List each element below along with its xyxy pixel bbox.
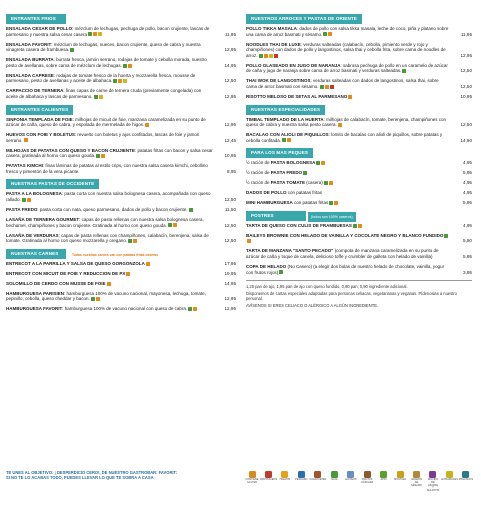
allergen-icon (96, 297, 100, 301)
item-description: : lomito de bacalao con alioli de piquillos, sobre patatas y cebolla confitada. (246, 132, 443, 143)
allergen-icon (88, 32, 92, 36)
allergen-label: CONTIENE GLUTEN (245, 478, 259, 484)
allergen-icon (123, 64, 127, 68)
allergen-icon (259, 54, 263, 58)
item-price: 14,95 (224, 280, 236, 286)
item-description: : finas capas de carne de ternera cruda (previamente congelada) con aceite de albahaca y lascas de parmesano. (6, 88, 202, 99)
item-name: HAMBURGUESA FAVORIT (6, 306, 63, 312)
allergen-icon (330, 85, 334, 89)
allergen-icon (91, 297, 95, 301)
footer-line-1: TE UNES AL OBJETIVO: ¡ DESPERDICIO CERO!, DE NUESTRO GASTROBAR: FAVORIT: (6, 470, 177, 475)
item-name: ENSALADA CAPRESE (6, 72, 54, 78)
item-name: PASTA BOLOGNESA (270, 160, 316, 166)
item-price: 12,95 (224, 296, 236, 302)
item-prefix: ½ ración de (246, 170, 271, 176)
item-name: ENTRECOT A LA PARRILLA Y SALSA DE QUESO GORGONZOLA (6, 260, 145, 266)
section-header (246, 105, 472, 117)
item-name: TARTA DE QUESO CON CULIS DE FRAMBUESAS (246, 222, 352, 228)
item-description: : finas láminas de patatas al estilo crips, con nuestra salsa casera kimchi, cebollino fresco y pimentón de la vera picante. (6, 163, 208, 174)
allergen-icon (329, 201, 333, 205)
item-price: 12,95 (224, 93, 236, 99)
allergen-icon (188, 307, 192, 311)
item-description: : hamburguesa 100% de vacuno nacional, mayonesa, lechuga, tomate, pepinillo, cebolla, queso cheddar y bacon. (6, 290, 206, 302)
allergen-legend-item (460, 471, 472, 493)
item-price: 4,95 (463, 190, 472, 196)
menu-item (246, 170, 472, 176)
allergen-icon (99, 95, 103, 99)
allergen-label: MOSTAZA (394, 478, 407, 481)
item-description: : burrata fresca, jamón serrano, rodajas de tomate y cebolla morada, nuestro pesto de avellanas, sobre cama de mézclum de lechugas. (6, 57, 207, 68)
item-description: : verduras salteadas con dados de langostinos, salsa thai, sobre cama de arroz basmati con sésamo. (246, 78, 439, 89)
allergen-icon (331, 471, 338, 478)
menu-item (6, 281, 236, 287)
item-price: 5,95 (463, 200, 472, 206)
allergen-legend-item (411, 471, 423, 493)
item-name: HUEVOS CON FOIE Y BOLETUS (6, 132, 75, 138)
item-description: : mézclum de lechugas, nueces, bacon crujiente, queso de cabra y nuestra vinagreta casera de frambuesa. (6, 41, 201, 53)
item-description: : hamburguesa 100% de vacuno nacional con queso de cabra. (62, 306, 188, 312)
note-text: Disponemos de cartas especiales adaptadas para personas celiacas, vegetarianas y veganas. Pídenoslas a nuestro personal. (246, 290, 457, 301)
menu-item (6, 132, 236, 143)
menu-item (6, 217, 236, 228)
item-name: PATATAS KIMCHI (6, 163, 43, 169)
item-price: 12,50 (224, 238, 236, 244)
note-text: 1,25 pan de ajo, 1,95 pan de ajo con queso fundido, 0,90 pan; 0,90 ingrediente adicional. (246, 283, 408, 289)
item-name: POLLO GLASEADO EN JUGO DE NARANJA (246, 62, 341, 68)
item-price: 12,45 (224, 137, 236, 143)
allergen-legend-item (279, 471, 291, 493)
section-header (246, 148, 472, 160)
allergen-label: SOJA (331, 478, 338, 481)
item-price: 11,95 (224, 31, 236, 37)
allergen-label: CACAHUETES (309, 478, 327, 481)
item-price: 12,95 (460, 52, 472, 58)
allergen-icon (314, 471, 321, 478)
item-name: TIMBAL TEMPLADO DE LA HUERTA (246, 116, 324, 122)
allergen-icon (98, 32, 102, 36)
menu-item (246, 233, 472, 244)
allergen-icon (96, 154, 100, 158)
item-description: (No Casero) (a elegir dos bolas de nuestro helado de chocolate, vainilla, yogur con frutos rojos) (246, 263, 445, 275)
allergen-icon (347, 471, 354, 478)
menu-item (6, 42, 236, 53)
item-name: PASTA FREDO (270, 170, 303, 176)
item-description: con patatas fritas (292, 200, 329, 206)
section-title: ENTRANTES FRIOS (6, 14, 66, 24)
menu-item (246, 132, 472, 143)
allergen-label: MOLUSCOS (458, 478, 474, 481)
menu-item (246, 26, 472, 37)
item-name: PASTA A LA BOLOGNESA (6, 191, 62, 197)
item-price: 17,95 (224, 260, 236, 266)
item-description: : verduras salteadas (calabacín, cebolla, pimiento verde y rojo y champiñones) con dados de pollo y langostinos, salsa thai y cebolla frita, sobre cama de noodles de arroz. (246, 41, 446, 58)
item-description: : rodajas de tomate fresco de la huerta y mozzarella fresca, mousse de parmesano, pesto de avellanas y aceite de albahaca. (6, 72, 196, 84)
item-name: HAMBURGUESA PARISIEN (6, 290, 65, 296)
menu-item (6, 306, 236, 312)
item-name: LASAÑA DE VERDURAS (6, 232, 59, 238)
menu-item (246, 160, 472, 166)
item-price: 12,95 (224, 122, 236, 128)
menu-item (6, 207, 236, 213)
menu-item (246, 190, 472, 196)
allergen-icon (133, 239, 137, 243)
allergen-legend-item (259, 471, 278, 493)
allergen-icon (325, 85, 329, 89)
allergen-icon (22, 198, 26, 202)
item-description: : mézclum de lechugas, pechuga de pollo, bacon crujiente, lascas de parmesano y nuestra salsa cesar casera (6, 26, 210, 37)
allergen-icon (24, 138, 28, 142)
item-description: : sabrosa pechuga de pollo en un caramelo de azúcar de caña y jugo de naranja sobre cama de arroz basmati y verduras salteadas. (246, 62, 448, 74)
item-name: COPA DE HELADO (246, 263, 287, 269)
allergen-legend-item (309, 471, 327, 493)
allergen-icon (145, 123, 149, 127)
item-price: 12,50 (224, 197, 236, 203)
allergen-icon (334, 201, 338, 205)
item-price: 12,50 (224, 222, 236, 228)
item-price: 19,95 (224, 270, 236, 276)
section-title: NUESTRAS ESPECIALIDADES (246, 105, 325, 115)
item-name: MINI HAMBURGUESA (246, 200, 293, 206)
item-name: BAILEYS BROWNIE CON HELADO DE VAINILLA Y COCOLATE NEGRO Y BLANCO FUNDIDO (246, 232, 444, 238)
section-title: NUESTRAS CARNES (6, 249, 66, 259)
item-price: 12,50 (224, 78, 236, 84)
item-description: : pasta corta con nata, queso parmesano, dados de pollo y bacon crujiente. (37, 207, 188, 212)
allergen-icon (118, 79, 122, 83)
item-price: 11,95 (460, 31, 472, 37)
allergen-icon (279, 270, 283, 274)
menu-item (246, 223, 472, 229)
allergen-legend-item (295, 471, 307, 493)
item-price: 8,95 (227, 168, 236, 174)
menu-item (6, 73, 236, 84)
item-name: SINFONIA TEMPLADA DE FOIE (6, 116, 73, 122)
item-name: BACALAO CON ALIOLI DE PIQUILLOS (246, 132, 329, 138)
allergen-icon (249, 471, 256, 478)
allergen-icon (444, 234, 448, 238)
allergen-icon (287, 138, 291, 142)
allergen-icon (146, 262, 150, 266)
item-name: ENSALADA CESAR DE POLLO (6, 26, 73, 31)
item-description: (casera) (305, 180, 323, 186)
allergen-icon (27, 198, 31, 202)
item-price: 5,95 (463, 170, 472, 176)
section-header (6, 14, 236, 26)
allergen-icon (168, 223, 172, 227)
allergen-icon (429, 471, 436, 478)
menu-section (6, 14, 236, 100)
item-name: RISOTTO MELOSO DE SETAS AL PARMESANO (246, 93, 348, 99)
allergen-icon (94, 95, 98, 99)
allergen-icon (123, 79, 127, 83)
item-price: 12,50 (460, 68, 472, 74)
allergen-legend-item (378, 471, 390, 493)
menu-item (246, 94, 472, 100)
allergen-icon (364, 471, 371, 478)
section-title: POSTRES (246, 211, 306, 221)
item-description: : patatas fritas con bacon y salsa cesar casera, gratinada al horno con queso gouda. (6, 147, 213, 159)
section-title: NUESTRAS PASTAS DE OCCIDENTE (6, 179, 99, 189)
allergen-legend-item (345, 471, 357, 493)
allergen-icon (101, 154, 105, 158)
section-title: ENTRANTES CALIENTES (6, 105, 73, 115)
menu-item (246, 78, 472, 89)
item-price: 14,95 (224, 62, 236, 68)
item-price: 12,50 (460, 122, 472, 128)
allergen-icon (126, 272, 130, 276)
item-name: THAI WOK DE LANGOSTINOS (246, 78, 311, 84)
menu-item (246, 264, 472, 275)
allergen-icon (281, 471, 288, 478)
menu-item (246, 200, 472, 206)
allergen-icon (328, 32, 332, 36)
item-description: : pasta corta con nuestra salsa bolognesa casera, acompañada con queso rallado. (6, 191, 211, 203)
item-name: NOODLES THAI DE LUXE (246, 41, 301, 47)
item-prefix: ½ ración de (246, 160, 271, 166)
item-description: (compota de manzana caramelizada en su punto de azúcar de caña y toque de canela, delicioso toffe y crumbler de galleta con helado de vainilla) (246, 248, 439, 259)
item-description: : milhojas de calabacín, tomate, berenjena, champiñones con queso de cabra y nuestra salsa pesto casera. (246, 116, 446, 128)
allergen-legend-item (394, 471, 406, 493)
item-price: 11,50 (224, 207, 236, 212)
allergen-icon (402, 69, 406, 73)
item-price: 4,95 (463, 160, 472, 166)
allergen-legend-item (427, 471, 439, 493)
allergen-label: ALTRAMUCES (440, 478, 458, 481)
allergen-icon (193, 307, 197, 311)
allergen-icon (320, 85, 324, 89)
section-title: PARA LOS MAS PEQUES (246, 148, 313, 158)
item-price: 5,50 (463, 238, 472, 244)
menu-section (6, 179, 236, 243)
allergen-label: FRUTOS CÁSCARA (361, 478, 374, 484)
item-price: 14,90 (460, 137, 472, 143)
menu-item (6, 117, 236, 128)
notes-block (246, 280, 472, 309)
menu-item (6, 26, 236, 37)
menu-item (6, 163, 236, 174)
item-description: : capas de pasta rellenas con nuestra salsa bolognesa casera, bechamel, champiñones y bacon crujiente. Gratinada al horno con queso gouda. (6, 216, 204, 228)
allergen-icon (107, 282, 111, 286)
allergen-label: PESCADO (295, 478, 308, 481)
menu-item (6, 148, 236, 159)
allergen-legend-item (328, 471, 340, 493)
allergen-label: DIÓXIDO DE AZUFRE Y SULFITOS (426, 478, 440, 493)
item-name: SOLOMILLO DE CERDO CON MUSSE DE FOIE (6, 280, 106, 286)
menu-section (246, 211, 472, 275)
item-name: ENSALADA BURRATA (6, 57, 54, 63)
allergen-label: LÁCTEOS (344, 478, 357, 481)
allergen-icon (321, 161, 325, 165)
allergen-legend-item (440, 471, 458, 493)
item-name: LASAÑA DE TERNERA GOURMET (6, 216, 80, 222)
menu-item (6, 191, 236, 202)
allergen-icon (329, 181, 333, 185)
allergen-icon (70, 48, 74, 52)
allergen-icon (128, 239, 132, 243)
item-name: MILHOJAS DE PATATAS CON QUESO Y BACON CRUJIENTE (6, 147, 135, 153)
note-text: AVÍSENOS SI ERES CELIACO O ALÉRGICO A ALGÚN INGREDIENTE. (246, 303, 379, 309)
item-description: : capas de pasta rellenas con champiñones, calabacín, berenjena, salsa de tomate. Gratinada al horno con queso mozzarella y oregano. (6, 232, 209, 244)
allergen-icon (93, 32, 97, 36)
allergen-icon (298, 471, 305, 478)
allergen-icon (348, 95, 352, 99)
item-price: 4,95 (463, 222, 472, 228)
item-name: ENSALADA FAVORIT (6, 41, 52, 47)
section-note: Todas nuestras carnes van con patatas fritas caseras (72, 252, 159, 257)
allergen-icon (358, 224, 362, 228)
item-price: 3,95 (463, 269, 472, 275)
item-name: PASTA TOMATE (270, 180, 306, 186)
allergen-icon (113, 79, 117, 83)
allergen-icon (353, 224, 357, 228)
item-price: 12,95 (224, 47, 236, 53)
menu-item (6, 261, 236, 267)
item-price: 12,95 (224, 306, 236, 312)
allergen-icon (324, 181, 328, 185)
menu-item (246, 117, 472, 128)
item-price: 10,95 (224, 153, 236, 159)
allergen-legend (246, 471, 472, 493)
section-header (246, 211, 472, 223)
item-name: TARTA DE MANZANA "SANTO PECADO" (246, 248, 334, 254)
item-price: 5,95 (463, 253, 472, 259)
right-column (246, 14, 472, 310)
allergen-icon (247, 239, 251, 243)
allergen-icon (265, 471, 272, 478)
menu-section (246, 148, 472, 206)
left-column (6, 14, 236, 316)
allergen-label: APIO (380, 478, 387, 481)
item-price: 4,95 (463, 180, 472, 186)
allergen-legend-item (361, 471, 373, 493)
menu-item (6, 88, 236, 99)
allergen-label: HUEVOS (279, 478, 291, 481)
menu-section (6, 105, 236, 175)
item-name: PASTA FREDO (6, 207, 38, 212)
allergen-icon (274, 54, 278, 58)
allergen-legend-item (246, 471, 258, 493)
menu-item (246, 63, 472, 74)
menu-section (246, 105, 472, 144)
menu-item (246, 42, 472, 59)
allergen-icon (128, 64, 132, 68)
item-price: 10,95 (460, 93, 472, 99)
section-header (6, 105, 236, 117)
allergen-icon (413, 471, 420, 478)
menu-item (246, 180, 472, 186)
item-name: POLLO TIKKA MASALA (246, 26, 297, 31)
section-header (6, 249, 236, 261)
zero-waste-footer (6, 470, 236, 480)
allergen-icon (397, 471, 404, 478)
allergen-icon (189, 208, 193, 212)
allergen-icon (264, 54, 268, 58)
item-name: DADOS DE POLLO (246, 190, 287, 196)
menu-item (246, 248, 472, 259)
section-title: NUESTROS ARROCES Y PASTAS DE ORIENTE (246, 14, 362, 24)
allergen-icon (269, 54, 273, 58)
menu-section (246, 14, 472, 100)
allergen-label: CRUSTÁCEOS (259, 478, 278, 481)
item-name: CARPACCIO DE TERNERA (6, 88, 64, 94)
item-description: : milhojas de micuit de foie, manzana caramelizada en su punto de azúcar de caña, queso de cabra, y espolada de mermelada de higos. (6, 116, 206, 128)
allergen-label: GRANOS DE SÉSAMO (411, 478, 422, 487)
allergen-icon (173, 223, 177, 227)
section-header (246, 14, 472, 26)
item-name: ENTRECOT CON MICUIT DE FOIE Y REDUCCION DE PX (6, 270, 126, 276)
item-price: 12,50 (460, 83, 472, 89)
menu-item (6, 291, 236, 302)
footer-line-2: SI NO TE LO ACABAS TODO, PUEDES LLEVAR LO QUE TE SOBRA A CASA (6, 475, 154, 480)
allergen-icon (338, 123, 342, 127)
allergen-icon (323, 32, 327, 36)
section-header (6, 179, 236, 191)
item-description: : dados de pollo con salsa tikka masala, leche de coco, piña y platano sobre una cama de arroz basmati y sésamo. (246, 26, 449, 37)
allergen-icon (316, 161, 320, 165)
menu-section (6, 249, 236, 312)
menu-item (6, 233, 236, 244)
item-description: : revuelto con boletus y ajos confitados, lascas de foie y jamon serrano. (6, 132, 200, 143)
allergen-icon (380, 471, 387, 478)
allergen-icon (303, 171, 307, 175)
allergen-icon (282, 138, 286, 142)
item-prefix: ½ ración de (246, 180, 271, 186)
menu-item (6, 57, 236, 68)
menu-item (6, 271, 236, 277)
section-title-note: (todos son 100% caseros) (308, 212, 356, 222)
allergen-icon (462, 471, 469, 478)
allergen-icon (446, 471, 453, 478)
item-description: con patatas fritas (286, 190, 323, 196)
